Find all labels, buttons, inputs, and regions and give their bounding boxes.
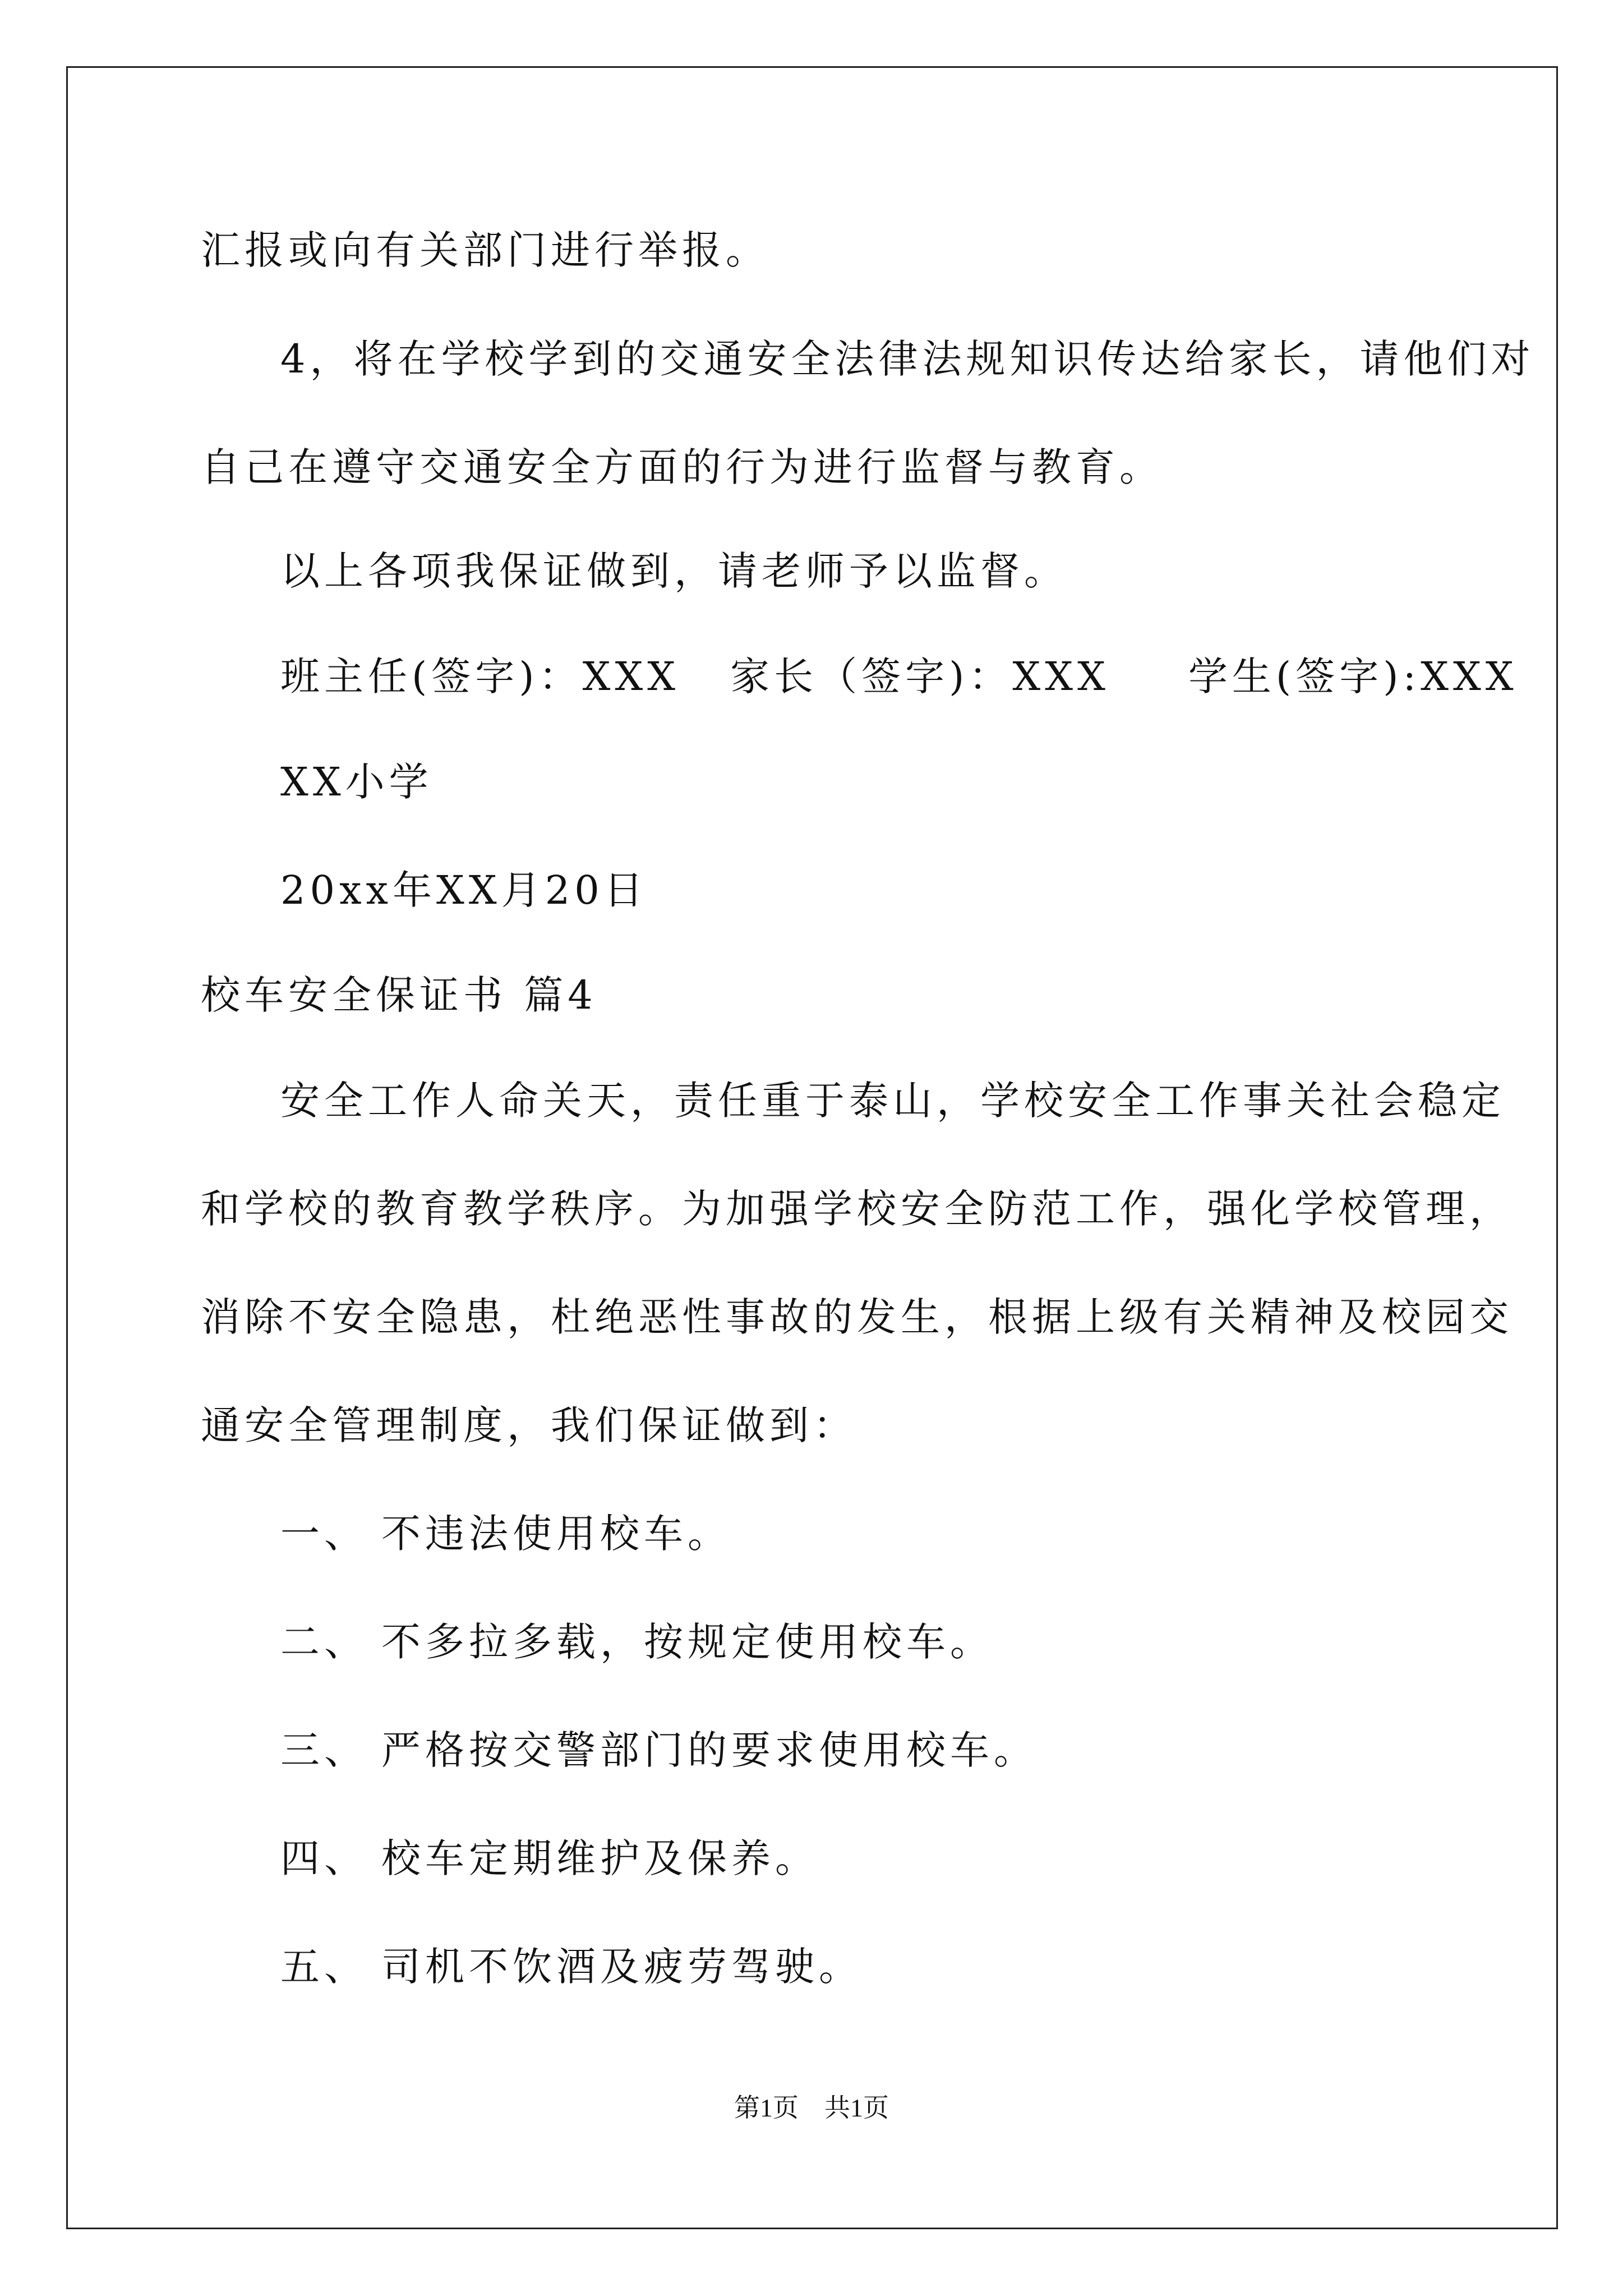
parent-signature: 家长（签字)：XXX <box>730 654 1110 700</box>
list-item-text: 校车定期维护及保养。 <box>381 1835 819 1881</box>
paragraph-line: 安全工作人命关天，责任重于泰山，学校安全工作事关社会稳定 <box>280 1078 1505 1124</box>
list-item <box>280 1614 994 1670</box>
signature-line <box>280 648 1518 705</box>
page-footer: 第1页 共1页 <box>734 2093 889 2122</box>
list-item <box>280 1939 863 1995</box>
paragraph-line: 通安全管理制度，我们保证做到： <box>201 1402 857 1448</box>
list-item-number: 二、 <box>280 1619 368 1665</box>
school-name: XX小学 <box>280 759 433 805</box>
list-item <box>280 1506 731 1562</box>
date-line: 20xx年XX月20日 <box>280 867 648 913</box>
list-item-number: 一、 <box>280 1511 368 1557</box>
text-line: 4，将在学校学到的交通安全法律法规知识传达给家长，请他们对 <box>280 336 1535 382</box>
paragraph-line: 消除不安全隐患，杜绝恶性事故的发生，根据上级有关精神及校园交 <box>201 1294 1513 1340</box>
list-item-text: 司机不饮酒及疲劳驾驶。 <box>381 1944 863 1990</box>
teacher-signature: 班主任(签字)：XXX <box>280 654 680 700</box>
student-signature: 学生(签字):XXX <box>1188 654 1518 700</box>
text-line: 汇报或向有关部门进行举报。 <box>201 227 769 273</box>
text-line: 自己在遵守交通安全方面的行为进行监督与教育。 <box>201 444 1163 490</box>
list-item-number: 五、 <box>280 1944 368 1990</box>
list-item-text: 不违法使用校车。 <box>381 1511 731 1557</box>
list-item <box>280 1830 819 1887</box>
text-line: 以上各项我保证做到，请老师予以监督。 <box>280 548 1068 594</box>
section-title: 校车安全保证书 篇4 <box>201 972 597 1018</box>
list-item-text: 不多拉多载，按规定使用校车。 <box>381 1619 994 1665</box>
paragraph-line: 和学校的教育教学秩序。为加强学校安全防范工作，强化学校管理， <box>201 1186 1513 1232</box>
list-item <box>280 1722 1038 1778</box>
list-item-text: 严格按交警部门的要求使用校车。 <box>381 1727 1038 1773</box>
list-item-number: 三、 <box>280 1727 368 1773</box>
page-border <box>66 66 1558 2229</box>
list-item-number: 四、 <box>280 1835 368 1881</box>
